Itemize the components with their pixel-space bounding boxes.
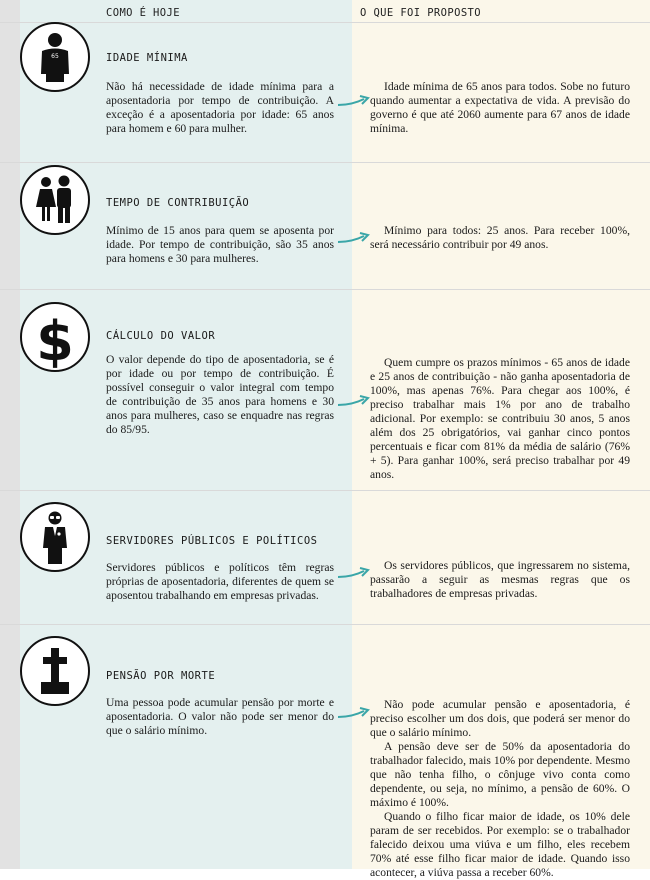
- section-title: IDADE MÍNIMA: [106, 52, 188, 64]
- svg-text:$: $: [36, 310, 74, 370]
- proposed-rule-text: [370, 80, 630, 136]
- arrow-icon: [336, 94, 370, 108]
- header-proposed: O QUE FOI PROPOSTO: [360, 7, 481, 19]
- person-65-icon: [20, 22, 90, 92]
- proposed-paragraph: Quando o filho ficar maior de idade, os 10% dele param de ser recebidos. Por exemplo: se o trabalhador falecido deixou uma viúva e um filho, eles recebem 70% até esse filho ficar maior de idade. Quando isso acontecer, a viúva passa a receber 60%.: [370, 810, 630, 879]
- section-title: SERVIDORES PÚBLICOS E POLÍTICOS: [106, 535, 318, 547]
- proposed-rule-text: [370, 698, 630, 880]
- cross-icon: [20, 636, 90, 706]
- arrow-icon: [336, 706, 370, 720]
- proposed-rule-text: [370, 356, 630, 482]
- woman-man-icon: [20, 165, 90, 235]
- proposed-paragraph: Quem cumpre os prazos mínimos - 65 anos de idade e 25 anos de contribuição - não ganha aposentadoria de 100%, mas apenas 76%. Para chegar aos 100%, é preciso trabalhar mais 1% por ano de trabalho adicional. Por exemplo: se contribuiu 30 anos, 5 anos além dos 25 obrigatórios, vai ganhar cinco pontos percentuais e ficar com 81% da média de salário (76% + 5). Para ganhar 100%, será preciso trabalhar por 49 anos.: [370, 356, 630, 481]
- current-rule-text: Não há necessidade de idade mínima para a aposentadoria por tempo de contribuição. A exceção é a aposentadoria por idade: 65 anos para homem e 60 para mulher.: [106, 80, 334, 135]
- arrow-icon: [336, 566, 370, 580]
- current-rule-text: Uma pessoa pode acumular pensão por morte e aposentadoria. O valor não pode ser menor do que o salário mínimo.: [106, 696, 334, 737]
- divider: [0, 162, 650, 163]
- current-rule-text: O valor depende do tipo de aposentadoria, se é por idade ou por tempo de contribuição. É possível conseguir o valor integral com tempo de contribuição de 35 anos para homens e 30 anos para mulheres, caso se enquadre nas regras do 85/95.: [106, 353, 334, 436]
- proposed-paragraph: Idade mínima de 65 anos para todos. Sobe no futuro quando aumentar a expectativa de vida. A previsão do governo é que até 2060 aumente para 67 anos de idade mínima.: [370, 80, 630, 135]
- divider: [0, 289, 650, 290]
- dollar-sign-icon: [20, 302, 90, 372]
- header-current: COMO É HOJE: [106, 7, 180, 19]
- proposed-paragraph: Mínimo para todos: 25 anos. Para receber 100%, será necessário contribuir por 49 anos.: [370, 224, 630, 251]
- current-rule-text: Mínimo de 15 anos para quem se aposenta por idade. Por tempo de contribuição, são 35 anos para homens e 30 para mulheres.: [106, 224, 334, 265]
- section-title: PENSÃO POR MORTE: [106, 670, 216, 682]
- proposed-rule-text: [370, 559, 630, 601]
- arrow-icon: [336, 394, 370, 408]
- section-title: CÁLCULO DO VALOR: [106, 330, 216, 342]
- arrow-icon: [336, 231, 370, 245]
- proposed-paragraph: Não pode acumular pensão e aposentadoria, é preciso escolher um dos dois, que poderá ser menor do que o salário mínimo.: [370, 698, 630, 739]
- section-title: TEMPO DE CONTRIBUIÇÃO: [106, 197, 250, 209]
- divider: [0, 490, 650, 491]
- svg-text:65: 65: [51, 53, 59, 60]
- divider: [0, 22, 650, 23]
- proposed-paragraph: A pensão deve ser de 50% da aposentadoria do trabalhador falecido, mais 10% por dependente. Mesmo que não tenha filho, o cônjuge vivo conta como dependente, ou seja, no mínimo, a pensão de 60%. O máximo é 100%.: [370, 740, 630, 809]
- current-rule-text: Servidores públicos e políticos têm regras próprias de aposentadoria, diferentes de quem se aposentou trabalhando em empresas privadas.: [106, 561, 334, 602]
- divider: [0, 624, 650, 625]
- proposed-paragraph: Os servidores públicos, que ingressarem no sistema, passarão a seguir as mesmas regras que os trabalhadores de empresas privadas.: [370, 559, 630, 600]
- proposed-rule-text: [370, 224, 630, 252]
- left-margin-strip: [0, 0, 20, 869]
- civil-servant-icon: [20, 502, 90, 572]
